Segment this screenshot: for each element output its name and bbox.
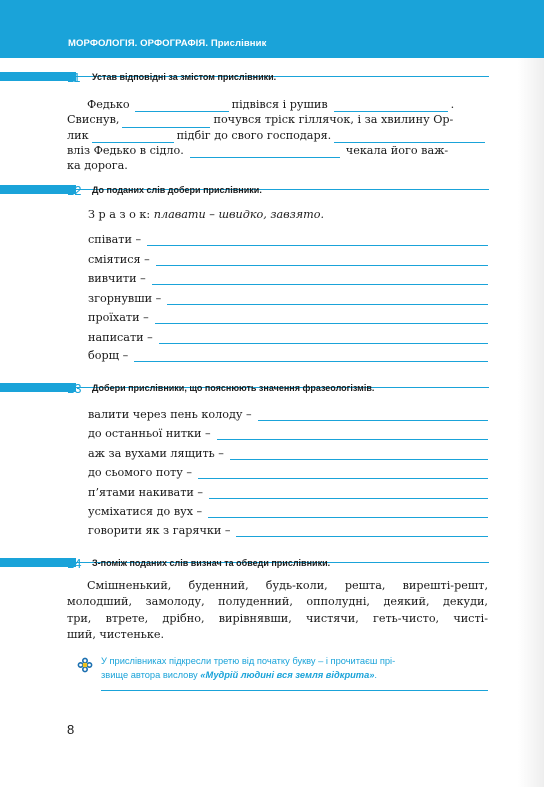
text-fragment: підвівся і рушив bbox=[231, 98, 328, 111]
chapter-header bbox=[0, 0, 544, 58]
answer-blank[interactable] bbox=[92, 131, 174, 143]
chapter-title: МОРФОЛОГІЯ. ОРФОГРАФІЯ. Прислівник bbox=[68, 38, 267, 49]
prompt-word: згорнувши – bbox=[88, 292, 162, 305]
list-item bbox=[88, 270, 488, 285]
answer-blank[interactable] bbox=[152, 273, 488, 285]
bonus-line-1: У прислівниках підкресли третю від початку букву – і прочитаєш прі- bbox=[101, 656, 396, 666]
word-line: три, втрете, дрібно, вирівнявши, чистячи, геть-чисто, чисті- bbox=[67, 611, 488, 625]
answer-blank[interactable] bbox=[334, 100, 448, 112]
exercise-12-task: До поданих слів добери прислівники. bbox=[92, 185, 262, 195]
example-text: плавати – швидко, завзято. bbox=[153, 208, 325, 221]
text-fragment: почувся тріск гіллячок, і за хвилину Ор- bbox=[213, 113, 454, 127]
list-item bbox=[88, 522, 488, 537]
exercise-11-number: 11 bbox=[67, 70, 81, 85]
list-item bbox=[88, 445, 488, 460]
page-edge-shadow bbox=[518, 58, 544, 787]
answer-blank[interactable] bbox=[147, 234, 488, 246]
answer-blank[interactable] bbox=[209, 487, 488, 499]
bonus-end: . bbox=[374, 669, 378, 680]
word-line: молодший, замолоду, полуденний, опполудні, деякий, декуди, bbox=[67, 595, 488, 609]
text-fragment: ка дорога. bbox=[67, 159, 128, 173]
example-line bbox=[88, 208, 324, 221]
phraseologism: до сьомого поту – bbox=[88, 466, 192, 479]
answer-blank[interactable] bbox=[134, 350, 488, 362]
prompt-word: сміятися – bbox=[88, 253, 150, 266]
exercise-13-task: Добери прислівники, що пояснюють значення фразеологізмів. bbox=[92, 383, 375, 393]
word-line: ший, чистеньке. bbox=[67, 628, 165, 642]
bonus-quote: «Мудрій людині вся земля відкрита» bbox=[200, 669, 375, 680]
text-fragment: Свиснув, bbox=[67, 113, 120, 127]
bonus-task bbox=[101, 655, 491, 682]
answer-blank[interactable] bbox=[122, 116, 210, 128]
text-fragment: . bbox=[450, 98, 455, 111]
answer-blank[interactable] bbox=[101, 690, 488, 691]
answer-blank[interactable] bbox=[198, 467, 488, 479]
phraseologism: валити через пень колоду – bbox=[88, 408, 252, 421]
answer-blank[interactable] bbox=[156, 254, 488, 266]
list-item bbox=[88, 329, 488, 344]
text-fragment: чекала його важ- bbox=[345, 143, 449, 157]
list-item bbox=[88, 503, 488, 518]
answer-blank[interactable] bbox=[135, 100, 229, 112]
answer-blank[interactable] bbox=[208, 506, 488, 518]
phraseologism: п’ятами накивати – bbox=[88, 486, 203, 499]
answer-blank[interactable] bbox=[159, 332, 488, 344]
prompt-word: написати – bbox=[88, 331, 153, 344]
answer-blank[interactable] bbox=[230, 448, 488, 460]
list-item bbox=[88, 464, 488, 479]
exercise-12-number: 12 bbox=[67, 183, 82, 198]
word-line: Смішненький, буденний, будь-коли, решта, вирешті-решт, bbox=[87, 579, 488, 592]
exercise-12-bar bbox=[0, 185, 76, 194]
text-fragment: Федько bbox=[87, 98, 130, 111]
list-item bbox=[88, 425, 488, 440]
exercise-13-bar bbox=[0, 383, 76, 392]
text-fragment: лик bbox=[67, 128, 89, 142]
exercise-11-task: Устав відповідні за змістом прислівники. bbox=[92, 72, 277, 82]
phraseologism: аж за вухами лящить – bbox=[88, 447, 224, 460]
phraseologism: до останньої нитки – bbox=[88, 427, 211, 440]
prompt-word: проїхати – bbox=[88, 311, 149, 324]
exercise-11-bar bbox=[0, 72, 76, 81]
exercise-14-text bbox=[67, 578, 488, 644]
gear-flower-icon bbox=[77, 657, 93, 673]
list-item bbox=[88, 347, 488, 362]
bonus-line-2 bbox=[101, 669, 491, 683]
answer-blank[interactable] bbox=[258, 409, 488, 421]
exercise-14-bar bbox=[0, 558, 76, 567]
bonus-text: звище автора вислову bbox=[101, 669, 201, 680]
exercise-13-number: 13 bbox=[67, 381, 82, 396]
prompt-word: вивчити – bbox=[88, 272, 146, 285]
exercise-11-text bbox=[67, 97, 488, 173]
list-item bbox=[88, 309, 488, 324]
answer-blank[interactable] bbox=[236, 525, 488, 537]
answer-blank[interactable] bbox=[167, 293, 488, 305]
phraseologism: говорити як з гарячки – bbox=[88, 524, 231, 537]
exercise-14-task: З-поміж поданих слів визнач та обведи прислівники. bbox=[92, 558, 331, 568]
phraseologism: усміхатися до вух – bbox=[88, 505, 203, 518]
page-number: 8 bbox=[67, 722, 75, 737]
list-item bbox=[88, 290, 488, 305]
example-label: З р а з о к: bbox=[88, 208, 151, 221]
prompt-word: борщ – bbox=[88, 349, 129, 362]
answer-blank[interactable] bbox=[190, 146, 340, 158]
prompt-word: співати – bbox=[88, 233, 142, 246]
answer-blank[interactable] bbox=[155, 312, 488, 324]
text-fragment: вліз Федько в сідло. bbox=[67, 143, 184, 157]
list-item bbox=[88, 484, 488, 499]
list-item bbox=[88, 406, 488, 421]
exercise-14-number: 14 bbox=[67, 556, 82, 571]
text-fragment: підбіг до свого господаря. bbox=[176, 128, 332, 142]
answer-blank[interactable] bbox=[217, 428, 488, 440]
list-item bbox=[88, 251, 488, 266]
answer-blank[interactable] bbox=[334, 131, 485, 143]
list-item bbox=[88, 231, 488, 246]
